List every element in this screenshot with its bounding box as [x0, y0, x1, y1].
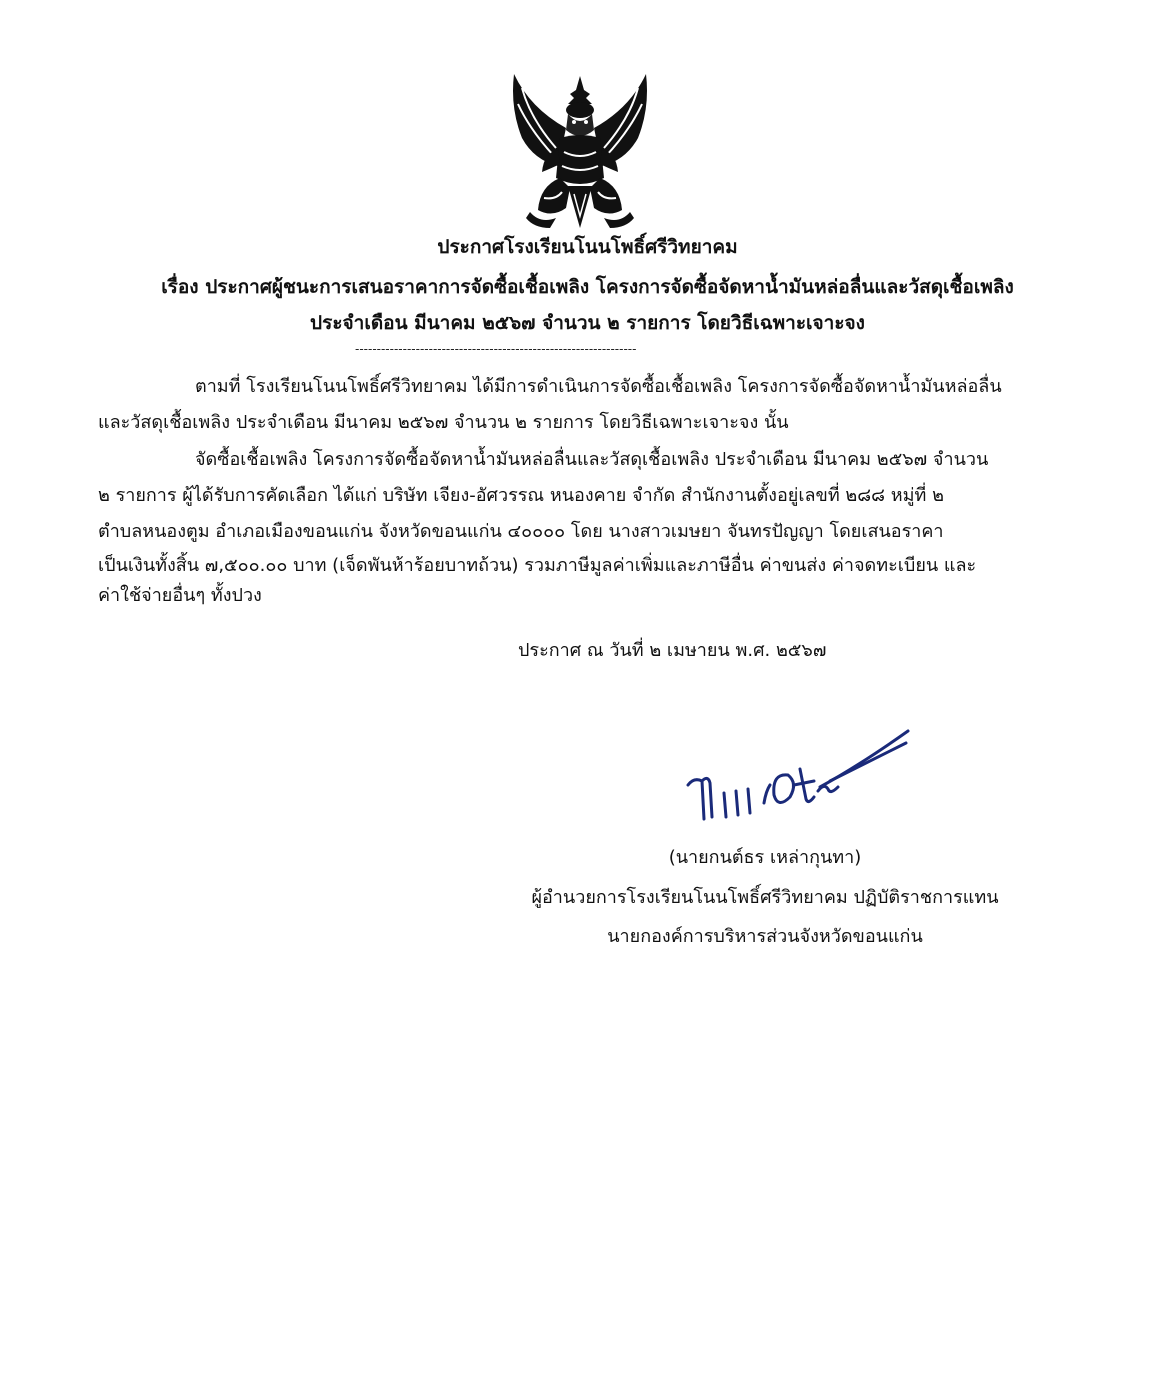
signatory-position: ผู้อำนวยการโรงเรียนโนนโพธิ์ศรีวิทยาคม ปฏิบัติราชการแทน [531, 887, 999, 908]
body-line: จัดซื้อเชื้อเพลิง โครงการจัดซื้อจัดหาน้ำมันหล่อลื่นและวัสดุเชื้อเพลิง ประจำเดือน มีนาคม ๒๕๖๗ จำนวน [195, 449, 989, 470]
announcement-subject-line2: ประจำเดือน มีนาคม ๒๕๖๗ จำนวน ๒ รายการ โดยวิธีเฉพาะเจาะจง [310, 312, 865, 334]
body-line: ค่าใช้จ่ายอื่นๆ ทั้งปวง [98, 585, 262, 606]
body-line: ตำบลหนองตูม อำเภอเมืองขอนแก่น จังหวัดขอนแก่น ๔๐๐๐๐ โดย นางสาวเมษยา จันทรปัญญา โดยเสนอราคา [98, 521, 944, 542]
body-line: และวัสดุเชื้อเพลิง ประจำเดือน มีนาคม ๒๕๖๗ จำนวน ๒ รายการ โดยวิธีเฉพาะเจาะจง นั้น [98, 412, 789, 433]
announcement-date: ประกาศ ณ วันที่ ๒ เมษายน พ.ศ. ๒๕๖๗ [518, 640, 827, 661]
body-line: ตามที่ โรงเรียนโนนโพธิ์ศรีวิทยาคม ได้มีการดำเนินการจัดซื้อเชื้อเพลิง โครงการจัดซื้อจัดหาน้ำมันหล่อลื่น [195, 376, 1002, 397]
signatory-name: (นายกนต์ธร เหล่ากุนทา) [668, 847, 862, 868]
announcement-subject: เรื่อง ประกาศผู้ชนะการเสนอราคาการจัดซื้อเชื้อเพลิง โครงการจัดซื้อจัดหาน้ำมันหล่อลื่นและวัสดุเชื้อเพลิง [161, 276, 1014, 298]
divider: ----------------------------------------------------------------- [355, 342, 637, 356]
body-line: เป็นเงินทั้งสิ้น ๗,๕๐๐.๐๐ บาท (เจ็ดพันห้าร้อยบาทถ้วน) รวมภาษีมูลค่าเพิ่มและภาษีอื่น ค่าขนส่ง ค่าจดทะเบียน และ [98, 555, 977, 576]
garuda-emblem [500, 68, 660, 238]
handwritten-signature [680, 725, 915, 835]
signatory-position-line2: นายกองค์การบริหารส่วนจังหวัดขอนแก่น [607, 926, 923, 947]
announcement-title: ประกาศโรงเรียนโนนโพธิ์ศรีวิทยาคม [437, 236, 738, 258]
body-line: ๒ รายการ ผู้ได้รับการคัดเลือก ได้แก่ บริษัท เจียง-อัศวรรณ หนองคาย จำกัด สำนักงานตั้งอยู่เลขที่ ๒๘๘ หมู่ที่ ๒ [98, 485, 944, 506]
